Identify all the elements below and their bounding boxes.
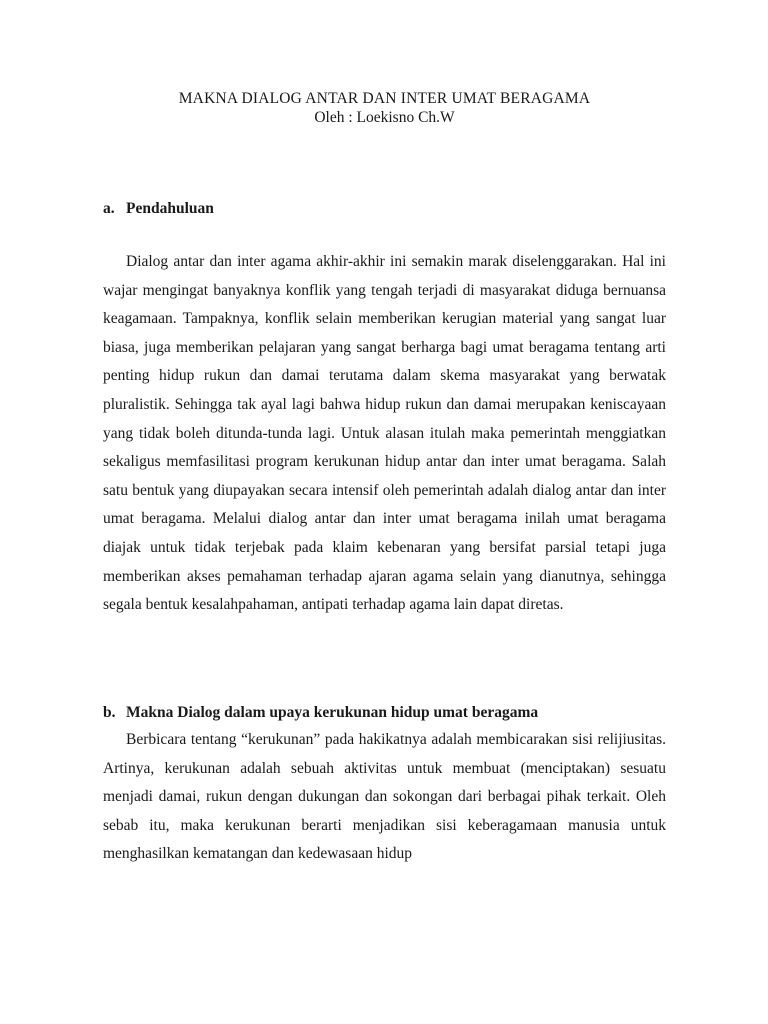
section-heading-text: Pendahuluan bbox=[126, 200, 214, 217]
section-paragraph-pendahuluan: Dialog antar dan inter agama akhir-akhir ini semakin marak diselenggarakan. Hal ini wajar mengingat banyaknya konflik yang tengah terjadi di masyarakat diduga bernuansa keagamaan. Tampaknya, konflik selain memberikan kerugian material yang sangat luar biasa, juga memberikan pelajaran yang sangat berharga bagi umat beragama tentang arti penting hidup rukun dan damai terutama dalam skema masyarakat yang berwatak pluralistik. Sehingga tak ayal lagi bahwa hidup rukun dan damai merupakan keniscayaan yang tidak boleh ditunda-tunda lagi. Untuk alasan itulah maka pemerintah menggiatkan sekaligus memfasilitasi program kerukunan hidup antar dan inter umat beragama. Salah satu bentuk yang diupayakan secara intensif oleh pemerintah adalah dialog antar dan inter umat beragama. Melalui dialog antar dan inter umat beragama inilah umat beragama diajak untuk tidak terjebak pada klaim kebenaran yang bersifat parsial tetapi juga memberikan akses pemahaman terhadap ajaran agama selain yang dianutnya, sehingga segala bentuk kesalahpahaman, antipati terhadap agama lain dapat diretas. bbox=[103, 253, 666, 614]
section-heading-text: Makna Dialog dalam upaya kerukunan hidup umat beragama bbox=[126, 704, 539, 721]
section-paragraph-makna-dialog: Berbicara tentang “kerukunan” pada hakikatnya adalah membicarakan sisi relijiusitas. Artinya, kerukunan adalah sebuah aktivitas untuk membuat (menciptakan) sesuatu menjadi damai, rukun dengan dukungan dan sokongan dari berbagai pihak terkait. Oleh sebab itu, maka kerukunan berarti menjadikan sisi keberagamaan manusia untuk menghasilkan kematangan dan kedewasaan hidup bbox=[103, 731, 666, 863]
section-marker: b. bbox=[103, 704, 116, 721]
document-author: Oleh : Loekisno Ch.W bbox=[314, 109, 455, 126]
section-heading-pendahuluan bbox=[103, 199, 214, 219]
document-title: MAKNA DIALOG ANTAR DAN INTER UMAT BERAGAMA bbox=[178, 90, 591, 107]
section-heading-makna-dialog bbox=[103, 703, 538, 723]
section-marker: a. bbox=[103, 200, 115, 217]
